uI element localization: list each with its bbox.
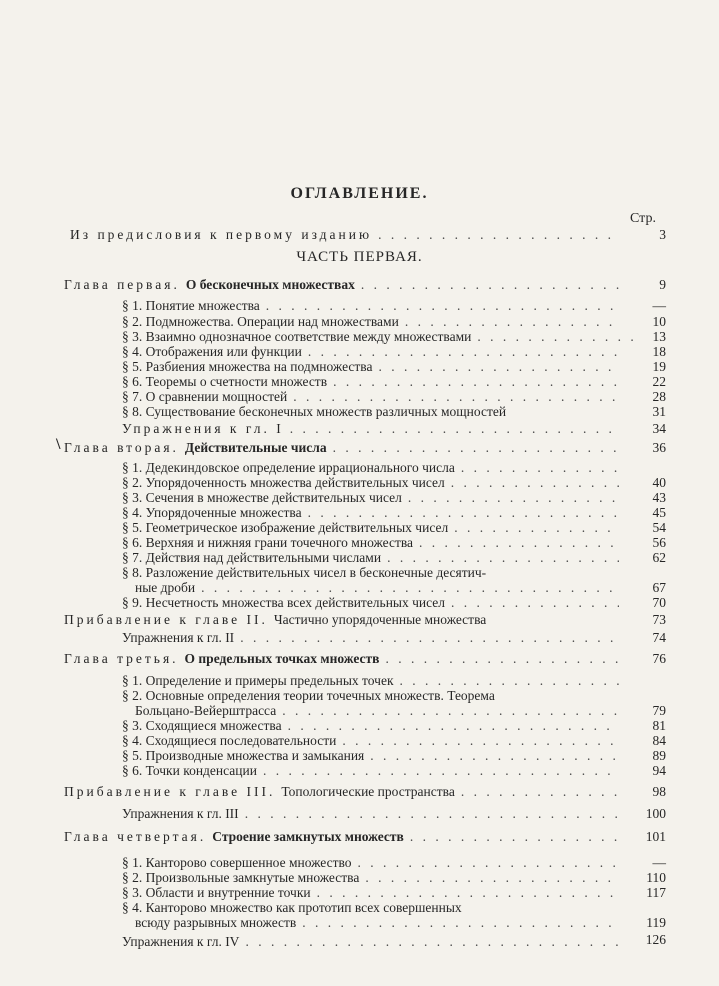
entry-text: Упражнения к гл. I xyxy=(122,421,284,436)
entry-text: § 4. Сходящиеся последовательности xyxy=(122,733,337,748)
entry-text: § 9. Несчетность множества всех действительных чисел xyxy=(122,595,446,610)
entry-page: 100 xyxy=(645,806,666,821)
toc-entry xyxy=(122,855,625,871)
entry-page: 22 xyxy=(652,374,666,389)
entry-text: § 2. Подмножества. Операции над множествами xyxy=(122,314,399,329)
entry-page: 67 xyxy=(652,580,666,595)
entry-page: 43 xyxy=(652,490,666,505)
entry-page: 79 xyxy=(652,703,666,718)
toc-entry xyxy=(122,490,625,506)
entry-text: § 6. Теоремы о счетности множеств xyxy=(122,374,328,389)
appendix-3-heading xyxy=(64,784,625,800)
entry-page: 40 xyxy=(652,475,666,490)
toc-entry xyxy=(122,374,625,390)
toc-entry-exercises xyxy=(122,421,625,437)
appendix-title: Топологические пространства xyxy=(281,784,455,799)
entry-text: Упражнения к гл. II xyxy=(122,630,235,645)
page-title: ОГЛАВЛЕНИЕ. xyxy=(290,185,429,202)
chapter-title: О предельных точках множеств xyxy=(184,651,380,666)
entry-text: § 5. Разбиения множества на подмножества xyxy=(122,359,373,374)
entry-page: 126 xyxy=(645,932,666,947)
toc-entry xyxy=(122,404,642,420)
entry-text: § 3. Сечения в множестве действительных чисел xyxy=(122,490,402,505)
entry-text: Упражнения к гл. III xyxy=(122,806,239,821)
entry-page: 28 xyxy=(652,389,666,404)
toc-entry xyxy=(122,520,625,536)
toc-entry xyxy=(122,763,625,779)
toc-entry xyxy=(122,748,625,764)
entry-text: § 4. Канторово множество как прототип всех совершенных xyxy=(122,900,462,915)
toc-entry xyxy=(122,505,625,521)
entry-text: § 5. Геометрическое изображение действительных чисел xyxy=(122,520,449,535)
entry-page: 70 xyxy=(652,595,666,610)
toc-entry xyxy=(122,314,625,330)
entry-text: § 1. Определение и примеры предельных точек xyxy=(122,673,394,688)
toc-entry xyxy=(122,718,625,734)
toc-entry xyxy=(122,565,642,581)
toc-entry xyxy=(122,389,625,405)
entry-text: § 3. Области и внутренние точки xyxy=(122,885,311,900)
toc-entry xyxy=(122,673,625,689)
entry-page: 119 xyxy=(646,915,666,930)
entry-page: — xyxy=(652,855,666,870)
entry-page: 45 xyxy=(652,505,666,520)
entry-text: Из предисловия к первому изданию xyxy=(70,227,373,242)
entry-page: 81 xyxy=(652,718,666,733)
chapter-prefix: Глава третья. xyxy=(64,651,179,666)
entry-text: § 7. О сравнении мощностей xyxy=(122,389,288,404)
entry-page: 54 xyxy=(652,520,666,535)
chapter-3-heading xyxy=(64,651,625,667)
appendix-prefix: Прибавление к главе III. xyxy=(64,784,276,799)
chapter-page: 101 xyxy=(645,829,666,844)
toc-entry xyxy=(122,885,625,901)
toc-entry-exercises xyxy=(122,806,625,822)
entry-text: § 4. Отображения или функции xyxy=(122,344,302,359)
entry-text: § 4. Упорядоченные множества xyxy=(122,505,302,520)
entry-text: § 1. Понятие множества xyxy=(122,298,260,313)
chapter-page: 36 xyxy=(652,440,666,455)
entry-text: § 2. Произвольные замкнутые множества xyxy=(122,870,360,885)
entry-page: — xyxy=(652,298,666,313)
toc-entry-exercises xyxy=(122,934,625,950)
toc-entry xyxy=(122,733,625,749)
entry-text: § 6. Точки конденсации xyxy=(122,763,257,778)
entry-page: 62 xyxy=(652,550,666,565)
chapter-1-heading xyxy=(64,277,625,293)
appendix-2-heading xyxy=(64,612,644,628)
entry-text: § 2. Упорядоченность множества действительных чисел xyxy=(122,475,445,490)
toc-entry xyxy=(122,595,625,611)
entry-page: 74 xyxy=(652,630,666,645)
toc-entry xyxy=(122,359,625,375)
entry-page: 94 xyxy=(652,763,666,778)
entry-text: Больцано-Вейерштрасса xyxy=(135,703,277,718)
appendix-title: Частично упорядоченные множества xyxy=(273,612,487,627)
toc-entry xyxy=(122,535,625,551)
chapter-prefix: Глава первая. xyxy=(64,277,180,292)
handwritten-mark: \ xyxy=(56,436,61,453)
entry-text: § 3. Сходящиеся множества xyxy=(122,718,282,733)
entry-text: § 1. Дедекиндовское определение иррационального числа xyxy=(122,460,455,475)
entry-text: всюду разрывных множеств xyxy=(135,915,297,930)
chapter-title: Строение замкнутых множеств xyxy=(212,829,404,844)
toc-entry xyxy=(122,550,625,566)
toc-entry xyxy=(122,688,667,704)
appendix-prefix: Прибавление к главе II. xyxy=(64,612,268,627)
toc-entry xyxy=(122,329,640,345)
entry-page: 19 xyxy=(652,359,666,374)
toc-entry xyxy=(122,344,625,360)
chapter-title: Действительные числа xyxy=(184,440,327,455)
toc-entry xyxy=(122,475,625,491)
entry-text: § 6. Верхняя и нижняя грани точечного множества xyxy=(122,535,414,550)
chapter-page: 76 xyxy=(652,651,666,666)
page-column-label: Стр. xyxy=(630,211,656,226)
entry-text: § 1. Канторово совершенное множество xyxy=(122,855,352,870)
entry-page: 3 xyxy=(659,227,666,242)
appendix-page: 73 xyxy=(652,612,666,627)
toc-entry-preface xyxy=(70,227,625,243)
chapter-prefix: Глава четвертая. xyxy=(64,829,207,844)
toc-entry xyxy=(122,298,625,314)
entry-text: Упражнения к гл. IV xyxy=(122,934,240,949)
entry-text: § 8. Существование бесконечных множеств различных мощностей xyxy=(122,404,507,419)
entry-text: § 2. Основные определения теории точечных множеств. Теорема xyxy=(122,688,495,703)
toc-entry-exercises xyxy=(122,630,625,646)
entry-page: 56 xyxy=(652,535,666,550)
entry-page: 13 xyxy=(652,329,666,344)
entry-page: 84 xyxy=(652,733,666,748)
chapter-page: 9 xyxy=(659,277,666,292)
toc-entry xyxy=(122,900,667,916)
entry-page: 89 xyxy=(652,748,666,763)
entry-text: § 3. Взаимно однозначное соответствие между множествами xyxy=(122,329,472,344)
entry-text: ные дроби xyxy=(135,580,196,595)
chapter-title: О бесконечных множествах xyxy=(185,277,355,292)
appendix-page: 98 xyxy=(652,784,666,799)
toc-entry xyxy=(122,460,625,476)
entry-page: 34 xyxy=(652,421,666,436)
chapter-prefix: Глава вторая. xyxy=(64,440,179,455)
toc-entry-continued xyxy=(135,703,625,719)
entry-page: 31 xyxy=(652,404,666,419)
chapter-2-heading xyxy=(64,440,625,456)
toc-entry xyxy=(122,870,625,886)
toc-entry-continued xyxy=(135,915,625,931)
entry-page: 110 xyxy=(646,870,666,885)
entry-text: § 7. Действия над действительными числами xyxy=(122,550,382,565)
chapter-4-heading xyxy=(64,829,625,845)
part-heading: ЧАСТЬ ПЕРВАЯ. xyxy=(296,249,423,265)
entry-page: 117 xyxy=(646,885,666,900)
toc-entry-continued xyxy=(135,580,625,596)
entry-page: 10 xyxy=(652,314,666,329)
entry-text: § 5. Производные множества и замыкания xyxy=(122,748,365,763)
entry-text: § 8. Разложение действительных чисел в бесконечные десятич- xyxy=(122,565,487,580)
entry-page: 18 xyxy=(652,344,666,359)
